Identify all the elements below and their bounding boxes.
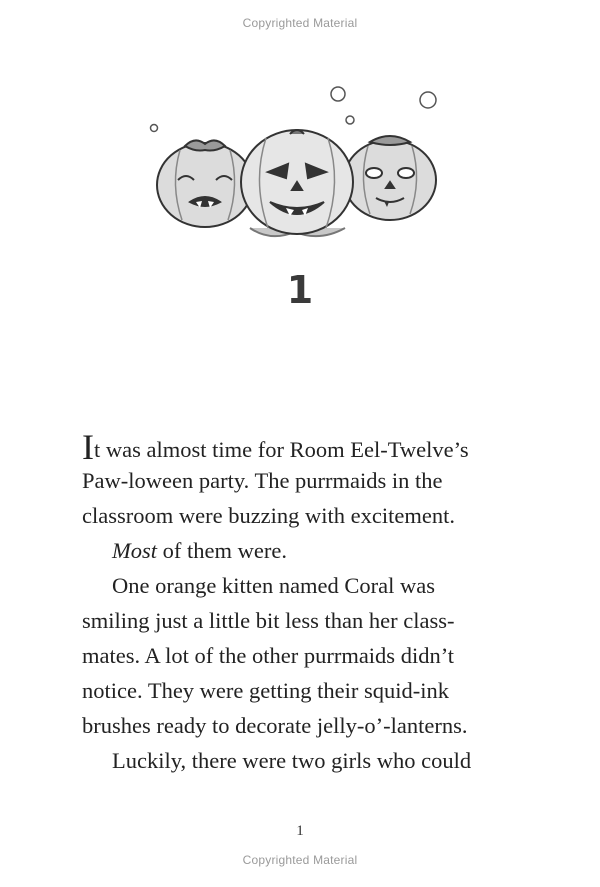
text-line — [82, 498, 518, 533]
text-line-content: notice. They were getting their squid-ink — [82, 678, 449, 703]
text-line-content: brushes ready to decorate jelly-o’-lanterns. — [82, 713, 468, 738]
text-line-content: Paw-loween party. The purrmaids in the — [82, 468, 443, 493]
middle-pumpkin — [241, 130, 353, 236]
text-line — [82, 603, 518, 638]
text-line-content: of them were. — [162, 538, 287, 563]
chapter-number: 1 — [286, 268, 314, 312]
page-number: 1 — [296, 823, 304, 839]
text-line — [82, 673, 518, 708]
text-line-content: One orange kitten named Coral was — [112, 573, 436, 598]
text-line — [82, 427, 518, 467]
emphasis-word: Most — [112, 538, 157, 563]
text-line-content: t was almost time for Room Eel-Twelve’s — [94, 437, 469, 462]
bubbles — [151, 87, 437, 132]
left-pumpkin — [157, 140, 253, 227]
text-line-content: Luckily, there were two girls who could — [112, 748, 472, 773]
text-line — [82, 463, 518, 498]
text-line — [82, 638, 518, 673]
text-line-content: classroom were buzzing with excitement. — [82, 503, 455, 528]
text-line — [82, 568, 518, 603]
text-line — [82, 743, 518, 778]
text-line — [82, 708, 518, 743]
text-line — [82, 533, 518, 568]
right-pumpkin — [344, 136, 436, 220]
text-line-content: smiling just a little bit less than her class- — [82, 608, 455, 633]
copyright-watermark-top: Copyrighted Material — [242, 16, 358, 30]
text-line-content: mates. A lot of the other purrmaids didn’t — [82, 643, 455, 668]
copyright-watermark-bottom: Copyrighted Material — [242, 853, 358, 867]
chapter-body-text — [82, 428, 518, 778]
drop-cap: I — [82, 427, 94, 467]
jelly-o-lanterns-illustration — [140, 80, 450, 250]
